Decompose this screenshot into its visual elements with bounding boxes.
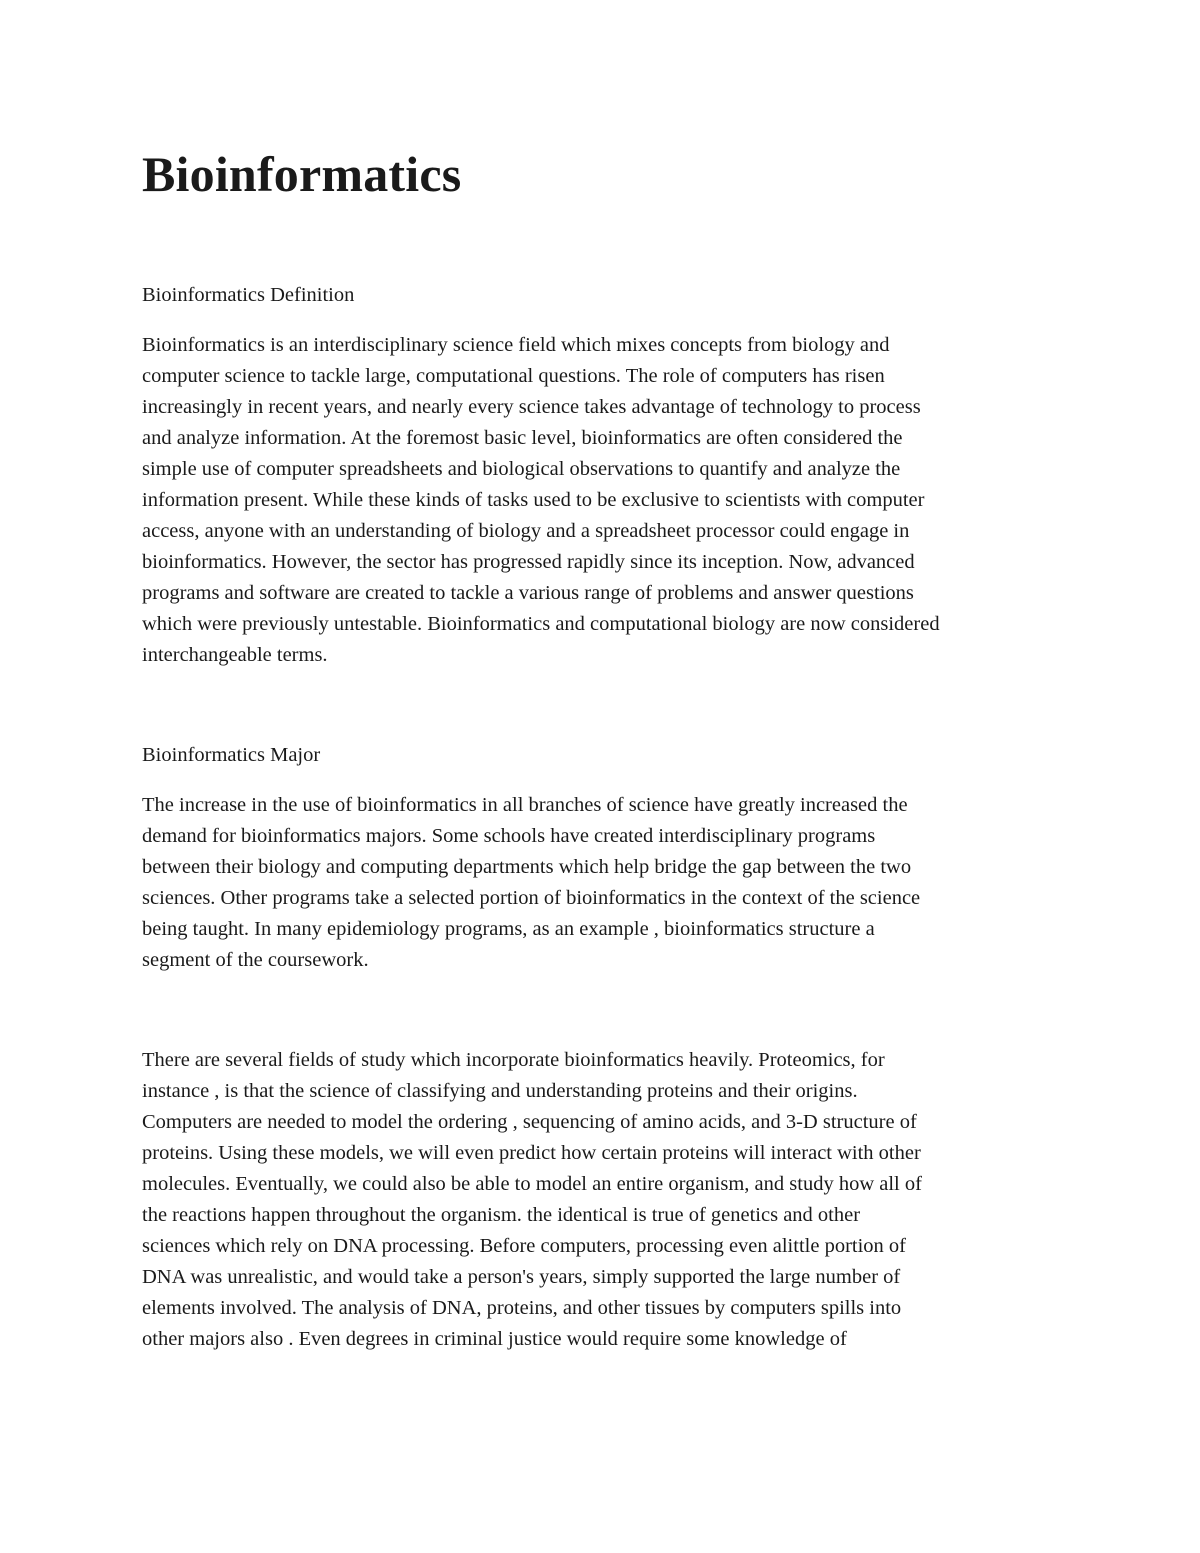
text-line: access, anyone with an understanding of biology and a spreadsheet processor could engage in: [142, 520, 910, 542]
text-line: proteins. Using these models, we will even predict how certain proteins will interact with other: [142, 1142, 921, 1164]
text-line: sciences. Other programs take a selected portion of bioinformatics in the context of the science: [142, 887, 921, 909]
text-line: instance , is that the science of classifying and understanding proteins and their origins.: [142, 1080, 858, 1102]
text-line: molecules. Eventually, we could also be able to model an entire organism, and study how all of: [142, 1173, 922, 1195]
text-line: computer science to tackle large, computational questions. The role of computers has risen: [142, 365, 885, 387]
text-line: increasingly in recent years, and nearly every science takes advantage of technology to process: [142, 396, 921, 418]
paragraph-major: [142, 790, 1072, 976]
text-line: The increase in the use of bioinformatics in all branches of science have greatly increased the: [142, 794, 908, 816]
document-body: [142, 140, 1072, 1355]
text-line: other majors also . Even degrees in criminal justice would require some knowledge of: [142, 1328, 847, 1350]
text-line: information present. While these kinds of tasks used to be exclusive to scientists with computer: [142, 489, 925, 511]
paragraph-fields-of-study: [142, 1045, 1072, 1355]
text-line: being taught. In many epidemiology programs, as an example , bioinformatics structure a: [142, 918, 875, 940]
text-line: simple use of computer spreadsheets and biological observations to quantify and analyze the: [142, 458, 901, 480]
text-line: between their biology and computing departments which help bridge the gap between the two: [142, 856, 912, 878]
text-line: Bioinformatics is an interdisciplinary science field which mixes concepts from biology and: [142, 334, 890, 356]
paragraph-definition: [142, 330, 1072, 671]
text-line: Computers are needed to model the ordering , sequencing of amino acids, and 3-D structure of: [142, 1111, 917, 1133]
text-line: segment of the coursework.: [142, 949, 369, 971]
text-line: which were previously untestable. Bioinformatics and computational biology are now considered: [142, 613, 940, 635]
text-line: elements involved. The analysis of DNA, proteins, and other tissues by computers spills into: [142, 1297, 902, 1319]
section-heading-major: Bioinformatics Major: [142, 744, 321, 766]
section-heading-definition: Bioinformatics Definition: [142, 284, 355, 306]
text-line: sciences which rely on DNA processing. Before computers, processing even alittle portion of: [142, 1235, 906, 1257]
text-line: programs and software are created to tackle a various range of problems and answer questions: [142, 582, 914, 604]
text-line: and analyze information. At the foremost basic level, bioinformatics are often considered the: [142, 427, 903, 449]
text-line: DNA was unrealistic, and would take a person's years, simply supported the large number of: [142, 1266, 901, 1288]
text-line: interchangeable terms.: [142, 644, 328, 666]
document-title: Bioinformatics: [142, 146, 462, 202]
text-line: There are several fields of study which incorporate bioinformatics heavily. Proteomics, for: [142, 1049, 885, 1071]
text-line: bioinformatics. However, the sector has progressed rapidly since its inception. Now, advanced: [142, 551, 915, 573]
text-line: the reactions happen throughout the organism. the identical is true of genetics and other: [142, 1204, 861, 1226]
text-line: demand for bioinformatics majors. Some schools have created interdisciplinary programs: [142, 825, 876, 847]
